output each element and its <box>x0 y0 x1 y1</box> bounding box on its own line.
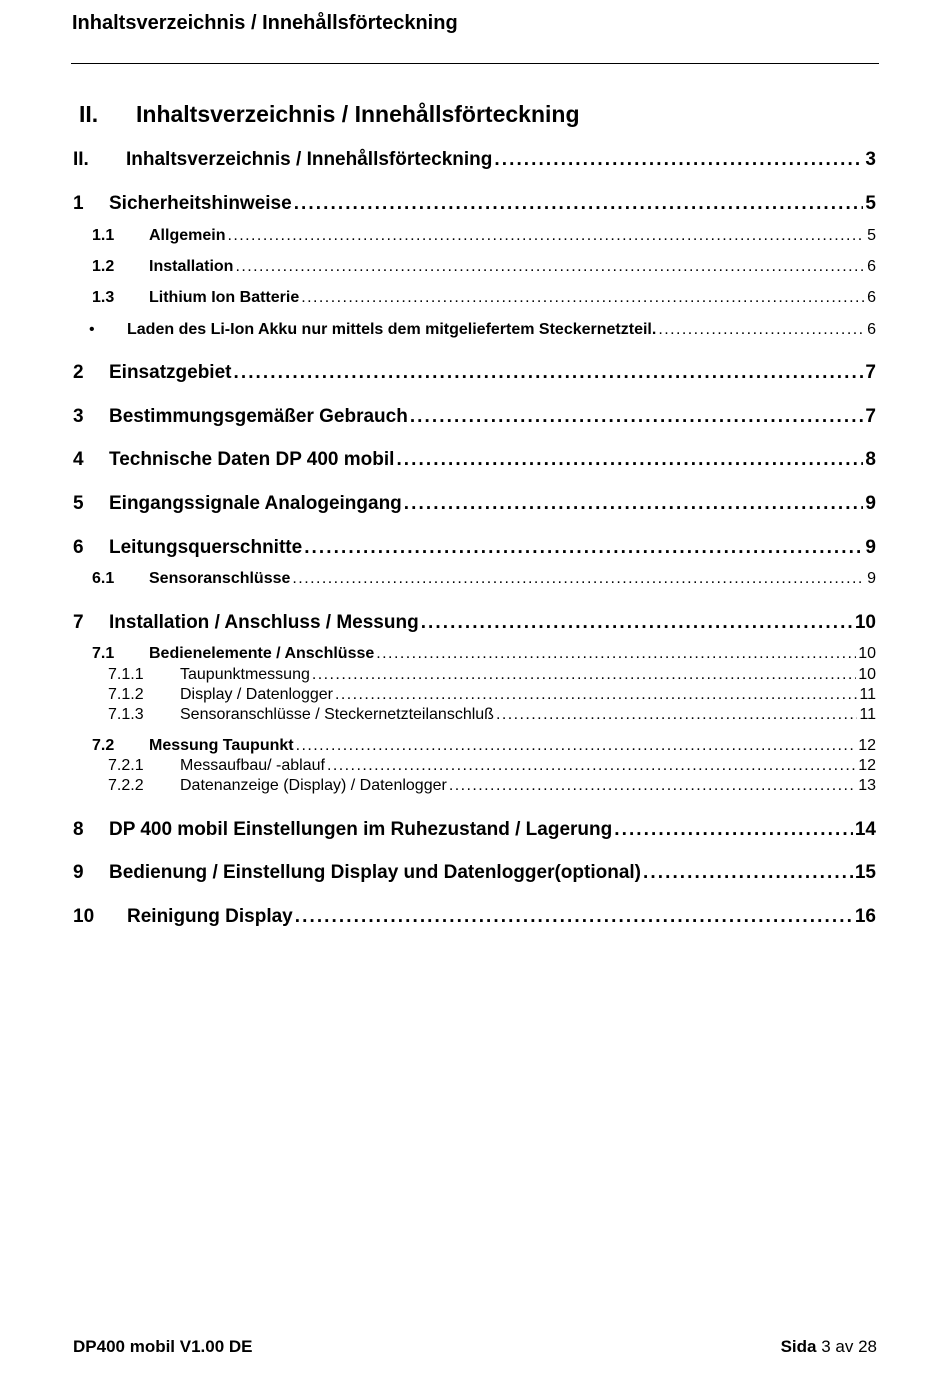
toc-title: Leitungsquerschnitte <box>109 537 303 558</box>
toc-entry-7-1[interactable] <box>92 645 876 663</box>
toc-leader <box>335 686 857 704</box>
toc-title: Bestimmungsgemäßer Gebrauch <box>109 406 408 427</box>
toc-entry-toc[interactable] <box>73 149 876 171</box>
toc-leader <box>396 449 863 471</box>
toc-entry-6[interactable] <box>73 537 876 559</box>
toc-leader <box>227 227 865 245</box>
toc-entry-7-1-3[interactable] <box>108 706 876 724</box>
toc-entry-1-3[interactable] <box>92 289 876 307</box>
toc-page: 12 <box>858 757 876 774</box>
toc-leader <box>292 570 865 588</box>
toc-number: 6 <box>73 537 84 558</box>
toc-entry-7[interactable] <box>73 612 876 634</box>
toc-entry-8[interactable] <box>73 819 876 841</box>
toc-entry-7-1-2[interactable] <box>108 686 876 704</box>
toc-page: 12 <box>858 737 876 754</box>
toc-leader <box>376 645 856 663</box>
toc-title: Eingangssignale Analogeingang <box>109 493 402 514</box>
toc-number: 5 <box>73 493 84 514</box>
toc-number: 7.1.2 <box>108 686 144 703</box>
toc-leader <box>410 406 864 428</box>
toc-leader <box>614 819 853 841</box>
toc-leader <box>327 757 856 775</box>
toc-entry-4[interactable] <box>73 449 876 471</box>
toc-page: 9 <box>865 537 876 558</box>
toc-page: 16 <box>854 906 876 927</box>
toc-entry-1-1[interactable] <box>92 227 876 245</box>
toc-title: Messaufbau/ -ablauf <box>180 757 325 774</box>
toc-leader <box>304 537 863 559</box>
toc-number: 1.3 <box>92 289 115 306</box>
toc-title: Display / Datenlogger <box>180 686 333 703</box>
toc-number: 7.1.3 <box>108 706 144 723</box>
toc-entry-2[interactable] <box>73 362 876 384</box>
toc-page: 6 <box>867 289 876 306</box>
toc-title: Sensoranschlüsse / Steckernetzteilanschluß <box>180 706 494 723</box>
toc-leader <box>235 258 865 276</box>
toc-title: Reinigung Display <box>127 906 293 927</box>
toc-page: 10 <box>858 666 876 683</box>
footer-page-info: 3 av 28 <box>821 1337 877 1356</box>
toc-page: 11 <box>859 686 876 703</box>
toc-page: 6 <box>867 258 876 275</box>
running-header: Inhaltsverzeichnis / Innehållsförteckning <box>72 12 458 34</box>
toc-page: 5 <box>865 193 876 214</box>
toc-entry-7-1-1[interactable] <box>108 666 876 684</box>
toc-page: 10 <box>858 645 876 662</box>
footer-document-name: DP400 mobil V1.00 DE <box>73 1337 253 1356</box>
toc-entry-9[interactable] <box>73 862 876 884</box>
toc-title: Bedienung / Einstellung Display und Datenlogger(optional) <box>109 862 642 883</box>
footer-page-label: Sida <box>780 1337 817 1356</box>
toc-number: 4 <box>73 449 84 470</box>
toc-title: Inhaltsverzeichnis / Innehållsförteckning <box>126 149 493 170</box>
toc-leader <box>496 706 857 724</box>
toc-leader <box>404 493 864 515</box>
toc-leader <box>295 906 853 928</box>
toc-page: 11 <box>859 706 876 723</box>
toc-number: 6.1 <box>92 570 115 587</box>
toc-title: Technische Daten DP 400 mobil <box>109 449 395 470</box>
toc-leader <box>494 149 863 171</box>
toc-title: Einsatzgebiet <box>109 362 232 383</box>
toc-number: 1 <box>73 193 84 214</box>
toc-leader <box>658 321 865 339</box>
toc-number: 7.2 <box>92 737 115 754</box>
toc-page: 7 <box>865 362 876 383</box>
toc-entry-5[interactable] <box>73 493 876 515</box>
toc-title: Messung Taupunkt <box>149 737 294 754</box>
toc-page: 13 <box>858 777 876 794</box>
toc-entry-6-1[interactable] <box>92 570 876 588</box>
toc-entry-7-2-2[interactable] <box>108 777 876 795</box>
toc-leader <box>233 362 863 384</box>
section-title: Inhaltsverzeichnis / Innehållsförteckning <box>136 101 580 127</box>
toc-number: 1.2 <box>92 258 115 275</box>
toc-title: Sicherheitshinweise <box>109 193 292 214</box>
toc-title: Datenanzeige (Display) / Datenlogger <box>180 777 447 794</box>
toc-page: 14 <box>854 819 876 840</box>
toc-number: 2 <box>73 362 84 383</box>
toc-leader <box>643 862 853 884</box>
toc-page: 8 <box>865 449 876 470</box>
toc-page: 5 <box>867 227 876 244</box>
toc-number: II. <box>73 149 89 170</box>
toc-leader <box>301 289 865 307</box>
toc-title: Laden des Li-Ion Akku nur mittels dem mitgeliefertem Steckernetzteil. <box>127 321 657 338</box>
toc-leader <box>294 193 864 215</box>
toc-leader <box>449 777 856 795</box>
toc-entry-7-2-1[interactable] <box>108 757 876 775</box>
bullet-icon: • <box>89 321 95 338</box>
toc-page: 9 <box>865 493 876 514</box>
toc-page: 15 <box>854 862 876 883</box>
toc-page: 10 <box>854 612 876 633</box>
toc-page: 9 <box>867 570 876 587</box>
toc-entry-3[interactable] <box>73 406 876 428</box>
toc-title: Installation <box>149 258 234 275</box>
toc-number: 8 <box>73 819 84 840</box>
toc-title: Lithium Ion Batterie <box>149 289 300 306</box>
toc-entry-1[interactable] <box>73 193 876 215</box>
toc-number: 7.2.1 <box>108 757 144 774</box>
toc-title: DP 400 mobil Einstellungen im Ruhezustand / Lagerung <box>109 819 613 840</box>
section-number: II. <box>79 101 99 127</box>
toc-leader <box>296 737 857 755</box>
toc-number: 7.2.2 <box>108 777 144 794</box>
toc-number: 1.1 <box>92 227 115 244</box>
toc-leader <box>421 612 853 634</box>
toc-title: Taupunktmessung <box>180 666 310 683</box>
toc-entry-10[interactable] <box>73 906 876 928</box>
toc-number: 7.1 <box>92 645 115 662</box>
footer-page-number <box>781 1337 877 1357</box>
toc-title: Allgemein <box>149 227 226 244</box>
toc-number: 10 <box>73 906 95 927</box>
toc-entry-7-2[interactable] <box>92 737 876 755</box>
toc-number: 7 <box>73 612 84 633</box>
toc-number: 3 <box>73 406 84 427</box>
toc-page: 6 <box>867 321 876 338</box>
toc-page: 3 <box>865 149 876 170</box>
toc-leader <box>312 666 856 684</box>
toc-entry-1-2[interactable] <box>92 258 876 276</box>
toc-title: Installation / Anschluss / Messung <box>109 612 419 633</box>
toc-page: 7 <box>865 406 876 427</box>
toc-entry-bullet[interactable] <box>89 321 876 339</box>
toc-title: Bedienelemente / Anschlüsse <box>149 645 375 662</box>
toc-title: Sensoranschlüsse <box>149 570 291 587</box>
toc-number: 9 <box>73 862 84 883</box>
toc-number: 7.1.1 <box>108 666 144 683</box>
